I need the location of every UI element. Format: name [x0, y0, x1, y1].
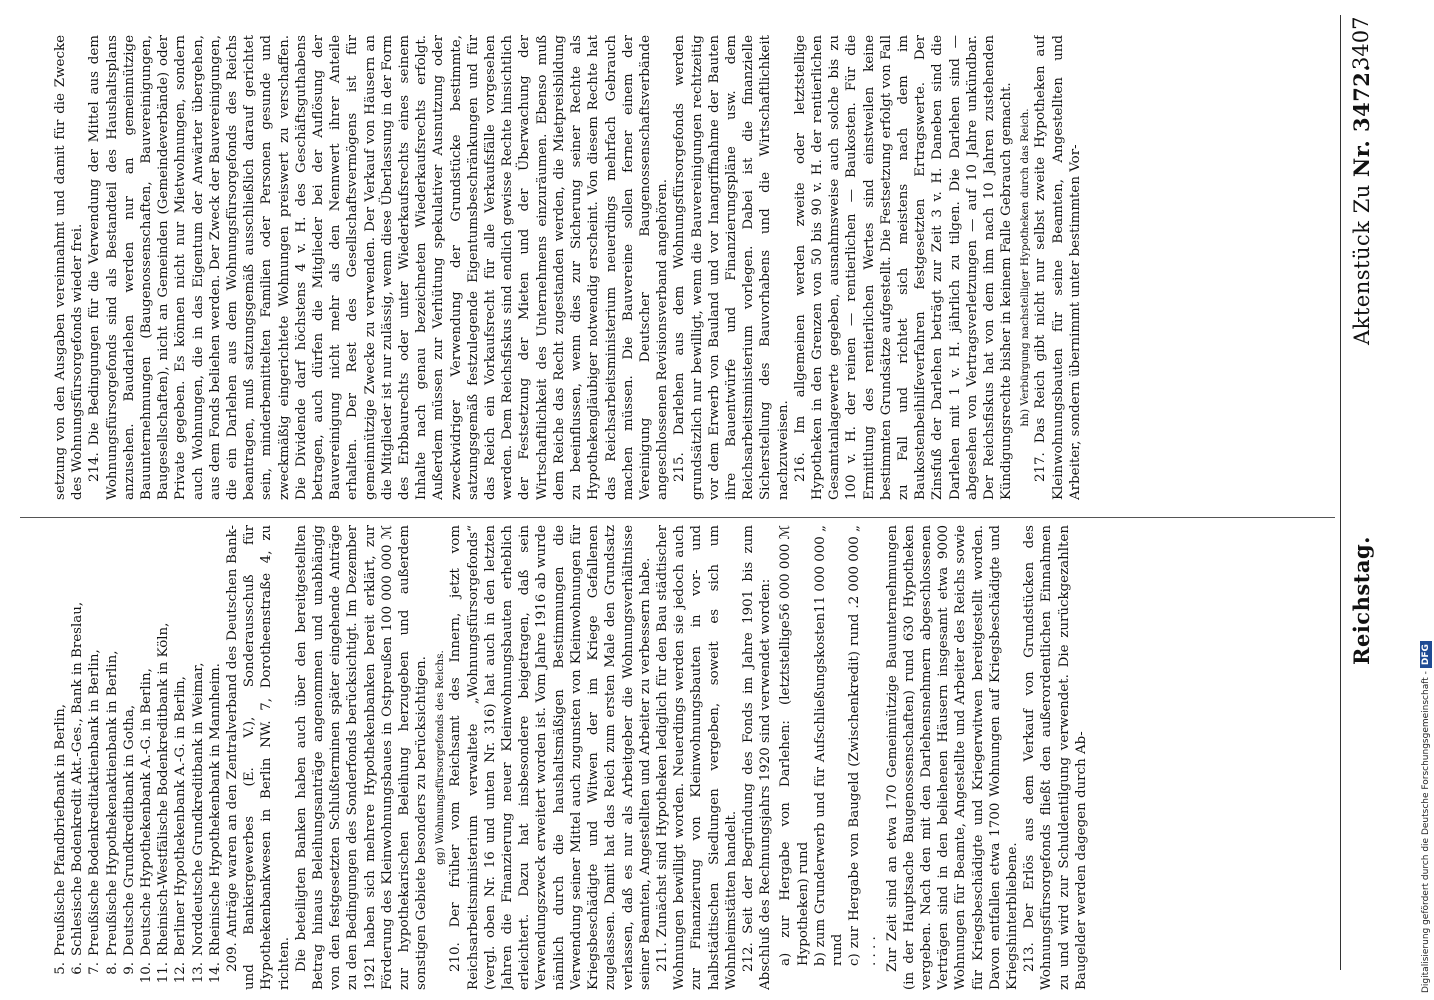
amount-row: b) zum Grunderwerb und für Aufschließungskosten rund 11 000 000 „ — [812, 525, 845, 966]
paragraph-212-continued: Zur Zeit sind an etwa 170 Gemeinnützige Bauunternehmungen (in der Hauptsache Baugenossenschaften) rund 630 Hypotheken vergeben. Nach den mit den Darlehensnehmern abgeschlossenen Verträgen sind in den beliehenen Häusern insgesamt etwa 9000 Wohnungen für Beamte, Angestellte und Arbeiter des Reichs sowie für Kriegsbeschädigte und Kriegerwitwen bereitgestellt worden. Davon entfallen etwa 1700 Wohnungen auf Kriegsbeschädigte und Kriegshinterbliebene. — [884, 525, 1020, 990]
amount-row: c) zur Hergabe von Baugeld (Zwischenkredit) rund . . . . . 2 000 000 „ — [847, 525, 880, 966]
paragraph-214: 214. Die Bedingungen für die Verwendung der Mittel aus dem Wohnungsfürsorgefonds sind als Bestandteil des Haushaltsplans anzusehen. Baudarlehen werden nur an gemeinnützige Bauunternehmungen (Baugenossenschaften, Bauvereinigungen, Baugesellschaften), nicht an Gemeinden (Gemeindeverbände) oder Private gegeben. Es können nicht nur Mietwohnungen, sondern auch Wohnungen, die in das Eigentum der Anwärter übergehen, aus dem Fonds beliehen werden. Der Zweck der Bauvereinigungen, die ein Darlehen aus dem Wohnungsfürsorgefonds des Reichs beantragen, muß satzungsgemäß ausschließlich darauf gerichtet sein, minderbemittelten Familien oder Personen gesunde und zweckmäßig eingerichtete Wohnungen preiswert zu verschaffen. Die Dividende darf höchstens 4 v. H. des Geschäftsguthabens betragen, auch dürfen die Mitglieder bei der Auflösung der Bauvereinigung nicht mehr als den Nennwert ihrer Anteile erhalten. Der Rest des Gesellschaftsvermögens ist für gemeinnützige Zwecke zu verwenden. Der Verkauf von Häusern an die Mitglieder ist nur zulässig, wenn diese Überlassung in der Form des Erbbaurechts oder unter Wiederkaufsrechts eines seinem Inhalte nach genau bezeichneten Wiederkaufsrechts erfolgt. Außerdem müssen zur Verhütung spekulativer Ausnutzung oder zweckwidriger Verwendung der Grundstücke bestimmte, satzungsgemäß festzulegende Eigentumsbeschränkungen und für das Reich ein Vorkaufsrecht für alle Verkaufsfälle vorgesehen werden. Dem Reichsfiskus sind endlich gewisse Rechte hinsichtlich der Festsetzung der Mieten und der Überwachung der Wirtschaftlichkeit des Unternehmens einzuräumen. Ebenso muß dem Reiche das Recht zugestanden werden, die Mietpreisbildung zu beeinflussen, wenn dies zur Sicherung seiner Rechte als Hypothekengläubiger notwendig erscheint. Von diesem Rechte hat das Reichsarbeitsministerium neuerdings mehrfach Gebrauch machen müssen. Die Bauvereine sollen ferner einem der Vereinigung Deutscher Baugenossenschaftsverbände angeschlossenen Revisionsverband angehören. — [87, 35, 671, 500]
list-item: 11. Rheinisch-Westfälische Bodenkreditbank in Köln, — [156, 622, 172, 984]
dfg-logo: DFG — [1420, 641, 1432, 668]
column-divider — [20, 517, 1335, 518]
left-column — [52, 525, 1342, 990]
list-item: 14. Rheinische Hypothekenbank in Mannheim. — [207, 663, 223, 984]
header-center — [1349, 64, 1374, 345]
paragraph-212: 212. Seit der Begründung des Fonds im Jahre 1901 bis zum Abschluß des Rechnungsjahrs 1920 sind verwendet worden: — [740, 525, 774, 990]
list-item: 7. Preußische Bodenkreditaktienbank in Berlin, — [87, 649, 103, 975]
header-center-prefix: Aktenstück — [1350, 220, 1374, 345]
paragraph-213: 213. Der Erlös aus dem Verkauf von Grundstücken des Wohnungsfürsorgefonds fließt den außerordentlichen Einnahmen zu und wird zur Schuldentilgung verwendet. Die zurückgezahlten Baugelder werden dagegen durch Ab- — [1022, 525, 1089, 990]
paragraph-215: 215. Darlehen aus dem Wohnungsfürsorgefonds werden grundsätzlich nur bewilligt, wenn die Bauvereinigungen rechtzeitig vor dem Erwerb von Bauland und vor Inangriffnahme der Bauten ihre Bauentwürfe und Finanzierungspläne usw. dem Reichsarbeitsministerium vorlegen. Dabei ist die finanzielle Sicherstellung des Bauvorhabens und die Wirtschaftlichkeit nachzuweisen. — [672, 35, 791, 500]
bank-list — [52, 525, 224, 990]
paragraph-209: 209. Anträge waren an den Zentralverband des Deutschen Bank- und Bankiergewerbes (E. V.), Sonderausschuß für Hypothekenbankwesen in Berlin NW. 7, Dorotheenstraße 4, zu richten. — [225, 525, 292, 990]
header-center-zu: Zu — [1350, 184, 1374, 214]
paragraph-210: 210. Der früher vom Reichsamt des Innern, jetzt vom Reichsarbeitsministerium verwaltete „Wohnungsfürsorgefonds“ (vergl. oben Nr. 16 und unten Nr. 316) hat auch in den letzten Jahren die Finanzierung neuer Kleinwohnungsbauten erheblich erleichtert. Dazu hat insbesondere beigetragen, daß sein Verwendungszweck erweitert worden ist. Vom Jahre 1916 ab wurde nämlich durch die haushaltsmäßigen Bestimmungen die Verwendung seiner Mittel auch zugunsten von Kleinwohnungen für Kriegsbeschädigte und Witwen der im Kriege Gefallenen zugelassen. Damit hat das Reich zum ersten Male den Grundsatz verlassen, daß es nur als Arbeitgeber die Wohnungsverhältnisse seiner Beamten, Angestellten und Arbeiter zu verbessern habe. — [448, 525, 653, 990]
credit-text: Digitalisierung gefördert durch die Deutsche Forschungsgemeinschaft - — [1421, 671, 1431, 993]
header-left: Reichstag. — [1349, 536, 1374, 665]
header-center-number: Nr. 3472. — [1349, 63, 1374, 177]
subheading-gg: gg) Wohnungsfürsorgefonds des Reichs. — [434, 650, 447, 865]
paragraph-209-continued: Die beteiligten Banken haben auch über den bereitgestellten Betrag hinaus Beleihungsanträge angenommen und unabhängig von den festgesetzten Schlußterminen später eingehende Anträge zu den Bedingungen des Sonderfonds berücksichtigt. Im Dezember 1921 haben sich mehrere Hypothekenbanken bereit erklärt, zur Förderung des Kleinwohnungsbaues in Ostpreußen 100 000 000 ℳ zur hypothekarischen Beleihung herzugeben und außerdem sonstigen Gebiete besonders zu berücksichtigen. — [293, 525, 430, 990]
list-item: 8. Preußische Hypothekenaktienbank in Berlin, — [104, 650, 120, 975]
list-item: 6. Schlesische Bodenkredit Akt.-Ges., Bank in Breslau, — [70, 601, 86, 975]
page-number: 3407 — [1349, 16, 1373, 70]
paragraph-216: 216. Im allgemeinen werden zweite oder letztstellige Hypotheken in den Grenzen von 50 bis 90 v. H. der rentierlichen Gesamtanlagewerte gegeben, ausnahmsweise auch solche bis zu 100 v. H. der reinen — rentierlichen — Baukosten. Für die Ermittlung des rentierlichen Wertes sind einstweilen keine bestimmten Grundsätze aufgestellt. Die Festsetzung erfolgt von Fall zu Fall und richtet sich meistens nach dem im Baukostenbeihilfeverfahren festgesetzten Ertragswerte. Der Zinsfuß der Darlehen beträgt zur Zeit 3 v. H. Daneben sind die Darlehen mit 1 v. H. jährlich zu tilgen. Die Darlehen sind — abgesehen von Vertragsverletzungen — auf 10 Jahre unkündbar. Der Reichsfiskus hat von dem ihm nach 10 Jahren zustehenden Kündigungsrechte bisher in keinem Falle Gebrauch gemacht. — [792, 35, 1015, 500]
running-header — [1345, 0, 1385, 1000]
right-column — [52, 35, 1342, 500]
paragraph-continued: setzung von den Ausgaben vereinnahmt und damit für die Zwecke des Wohnungsfürsorgefonds wieder frei. — [53, 35, 86, 500]
list-item: 12. Berliner Hypothekenbank A.-G. in Berlin, — [173, 676, 189, 984]
amount-row: a) zur Hergabe von Darlehen: (letztstellige Hypotheken) rund 56 000 000 ℳ — [778, 525, 811, 966]
funding-credit — [1418, 8, 1434, 993]
list-item: 5. Preußische Pfandbriefbank in Berlin, — [53, 704, 68, 975]
paragraph-217: 217. Das Reich gibt nicht nur selbst zweite Hypotheken auf Kleinwohnungsbauten für seine Beamten, Angestellten und Arbeiter, sondern übernimmt unter bestimmten Vor- — [1033, 35, 1083, 500]
list-item: 10. Deutsche Hypothekenbank A.-G. in Berlin, — [139, 668, 155, 984]
paragraph-211: 211. Zunächst sind Hypotheken lediglich für den Bau städtischer Wohnungen bewilligt worden. Neuerdings werden sie jedoch auch zur Finanzierung von Kleinwohnungsbauten in vor- und halbstädtischen Siedlungen vergeben, soweit es sich um Wohnheimstätten handelt. — [654, 525, 739, 990]
list-item: 9. Deutsche Grundkreditbank in Gotha, — [121, 704, 137, 975]
subheading-hh: hh) Verbürgung nachstelliger Hypotheken durch das Reich. — [1019, 108, 1032, 427]
list-item: 13. Norddeutsche Grundkreditbank in Weimar, — [190, 662, 206, 984]
